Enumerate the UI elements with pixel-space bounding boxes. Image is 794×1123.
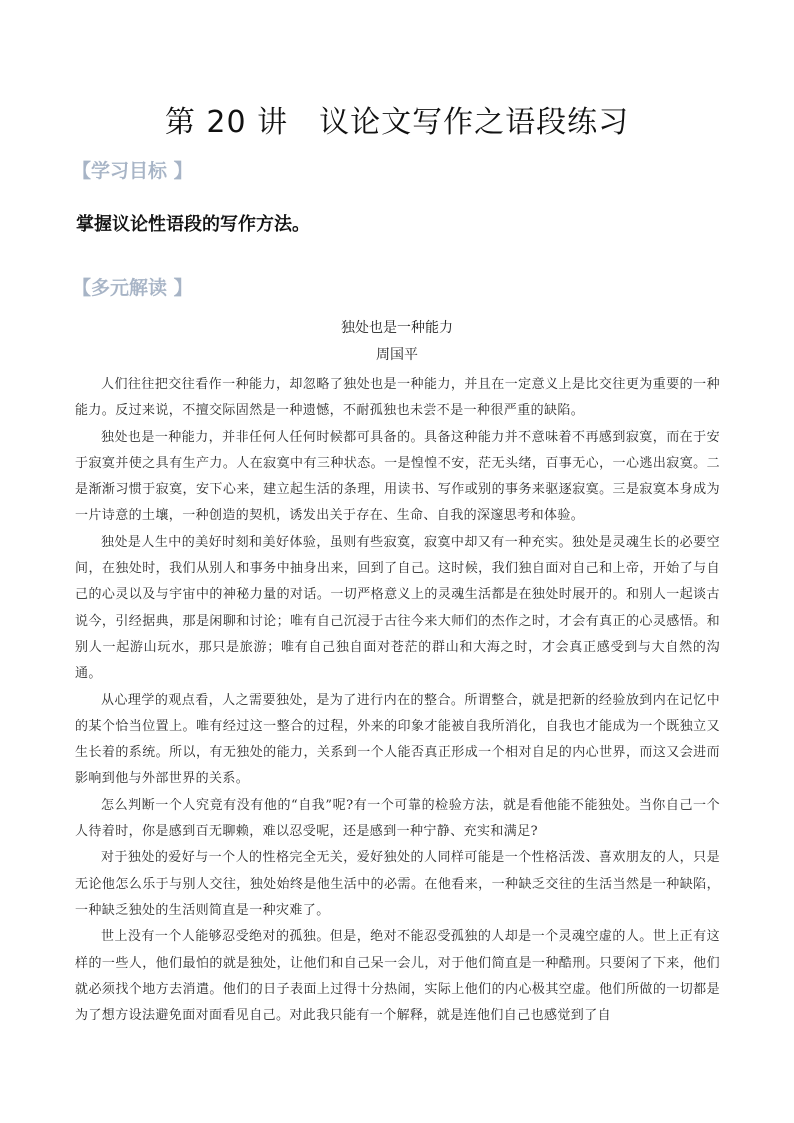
page-title: 第 20 讲 议论文写作之语段练习	[164, 105, 630, 140]
learning-goal-heading: 【学习目标 】	[72, 160, 193, 182]
essay-paragraph: 人们往往把交往看作一种能力，却忽略了独处也是一种能力，并且在一定意义上是比交往更为重要的一种能力。反过来说，不擅交际固然是一种遗憾，不耐孤独也未尝不是一种很严重的缺陷。	[75, 377, 720, 419]
essay-title: 独处也是一种能力	[341, 320, 453, 336]
essay-paragraph: 怎么判断一个人究竟有没有他的“自我”呢?有一个可靠的检验方法，就是看他能不能独处。当你自己一个人待着时，你是感到百无聊赖，难以忍受呢，还是感到一种宁静、充实和满足?	[75, 797, 720, 840]
essay-author: 周国平	[376, 347, 418, 363]
essay-body	[75, 372, 720, 1029]
multiple-reading-heading: 【多元解读 】	[72, 277, 193, 299]
essay-paragraph: 世上没有一个人能够忍受绝对的孤独。但是，绝对不能忍受孤独的人却是一个灵魂空虚的人。世上正有这样的一些人，他们最怕的就是独处，让他们和自己呆一会儿，对于他们简直是一种酷刑。只要闲了下来，他们就必须找个地方去消遣。他们的日子表面上过得十分热闹，实际上他们的内心极其空虚。他们所做的一切都是为了想方设法避免面对面看见自己。对此我只能有一个解释，就是连他们自己也感觉到了自	[75, 929, 720, 1024]
essay-paragraph: 对于独处的爱好与一个人的性格完全无关，爱好独处的人同样可能是一个性格活泼、喜欢朋友的人，只是无论他怎么乐于与别人交往，独处始终是他生活中的必需。在他看来，一种缺乏交往的生活当然是一种缺陷，一种缺乏独处的生活则简直是一种灾难了。	[75, 850, 720, 918]
essay-paragraph: 从心理学的观点看，人之需要独处，是为了进行内在的整合。所谓整合，就是把新的经验放到内在记忆中的某个恰当位置上。唯有经过这一整合的过程，外来的印象才能被自我所消化，自我也才能成为一个既独立又生长着的系统。所以，有无独处的能力，关系到一个人能否真正形成一个相对自足的内心世界，而这又会进而影响到他与外部世界的关系。	[75, 692, 720, 787]
essay-paragraph: 独处是人生中的美好时刻和美好体验，虽则有些寂寞，寂寞中却又有一种充实。独处是灵魂生长的必要空间，在独处时，我们从别人和事务中抽身出来，回到了自己。这时候，我们独自面对自己和上帝，开始了与自己的心灵以及与宇宙中的神秘力量的对话。一切严格意义上的灵魂生活都是在独处时展开的。和别人一起谈古说今，引经据典，那是闲聊和讨论；唯有自己沉浸于古往今来大师们的杰作之时，才会有真正的心灵感悟。和别人一起游山玩水，那只是旅游；唯有自己独自面对苍茫的群山和大海之时，才会真正感受到与大自然的沟通。	[75, 534, 720, 682]
learning-goal-text: 掌握议论性语段的写作方法。	[76, 214, 310, 235]
essay-paragraph: 独处也是一种能力，并非任何人任何时候都可具备的。具备这种能力并不意味着不再感到寂寞，而在于安于寂寞并使之具有生产力。人在寂寞中有三种状态。一是惶惶不安，茫无头绪，百事无心，一心逃出寂寞。二是渐渐习惯于寂寞，安下心来，建立起生活的条理，用读书、写作或别的事务来驱逐寂寞。三是寂寞本身成为一片诗意的土壤，一种创造的契机，诱发出关于存在、生命、自我的深邃思考和体验。	[75, 429, 720, 524]
